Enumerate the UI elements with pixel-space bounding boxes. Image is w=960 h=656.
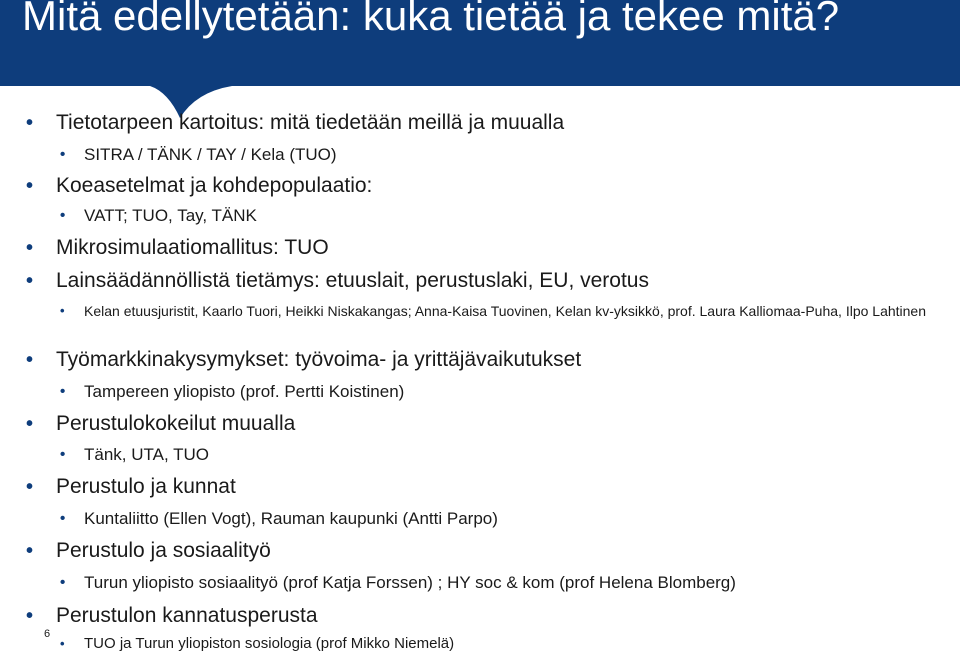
list-item bbox=[26, 411, 296, 437]
list-item bbox=[60, 381, 405, 403]
list-item bbox=[60, 205, 257, 227]
list-item-text: Tampereen yliopisto (prof. Pertti Koistinen) bbox=[84, 382, 405, 401]
list-item-text: Perustulo ja sosiaalityö bbox=[56, 539, 271, 562]
list-item-text: Tietotarpeen kartoitus: mitä tiedetään meillä ja muualla bbox=[56, 111, 565, 134]
list-item-text: Lainsäädännöllistä tietämys: etuuslait, perustuslaki, EU, verotus bbox=[56, 269, 649, 292]
list-item bbox=[60, 508, 498, 530]
list-item-text: SITRA / TÄNK / TAY / Kela (TUO) bbox=[84, 145, 337, 164]
list-item bbox=[60, 572, 736, 594]
bullet-icon: • bbox=[60, 303, 65, 318]
list-item-text: Perustulo ja kunnat bbox=[56, 475, 236, 498]
list-item bbox=[60, 301, 960, 321]
list-item-text: Kuntaliitto (Ellen Vogt), Rauman kaupunki (Antti Parpo) bbox=[84, 509, 498, 528]
bullet-icon: • bbox=[26, 413, 34, 435]
list-item-text: Kelan etuusjuristit, Kaarlo Tuori, Heikki Niskakangas; Anna-Kaisa Tuovinen, Kelan kv-yksikkö, prof. Laura Kalliomaa-Puha, Ilpo Lahtinen bbox=[84, 303, 927, 319]
list-item bbox=[60, 444, 210, 466]
list-item bbox=[26, 268, 649, 294]
bullet-icon: • bbox=[60, 383, 66, 400]
bullet-icon: • bbox=[60, 574, 66, 591]
list-item bbox=[60, 634, 455, 654]
list-item-text: TUO ja Turun yliopiston sosiologia (prof Mikko Niemelä) bbox=[84, 635, 455, 652]
list-item-text: Mikrosimulaatiomallitus: TUO bbox=[56, 236, 329, 259]
list-item-text: Perustulokokeilut muualla bbox=[56, 412, 296, 435]
bullet-icon: • bbox=[60, 446, 66, 463]
list-item-text: Perustulon kannatusperusta bbox=[56, 604, 318, 627]
list-item bbox=[26, 347, 582, 373]
list-item bbox=[26, 235, 329, 261]
list-item bbox=[26, 538, 271, 564]
bullet-icon: • bbox=[26, 175, 34, 197]
list-item-text: VATT; TUO, Tay, TÄNK bbox=[84, 206, 257, 225]
list-item bbox=[26, 110, 565, 136]
bullet-icon: • bbox=[26, 605, 34, 627]
bullet-icon: • bbox=[60, 207, 66, 224]
list-item bbox=[60, 144, 337, 166]
bullet-icon: • bbox=[26, 476, 34, 498]
list-item-text: Tänk, UTA, TUO bbox=[84, 445, 210, 464]
slide-title: Mitä edellytetään: kuka tietää ja tekee mitä? bbox=[22, 0, 840, 39]
list-item bbox=[26, 474, 236, 500]
list-item bbox=[26, 173, 373, 199]
list-item-text: Turun yliopisto sosiaalityö (prof Katja Forssen) ; HY soc & kom (prof Helena Blomberg) bbox=[84, 573, 736, 592]
page-number: 6 bbox=[44, 628, 51, 640]
list-item bbox=[26, 603, 318, 629]
bullet-icon: • bbox=[26, 349, 34, 371]
bullet-icon: • bbox=[26, 270, 34, 292]
bullet-icon: • bbox=[60, 146, 66, 163]
bullet-icon: • bbox=[26, 112, 34, 134]
list-item-text: Koeasetelmat ja kohdepopulaatio: bbox=[56, 174, 373, 197]
bullet-icon: • bbox=[26, 237, 34, 259]
list-item-text: Työmarkkinakysymykset: työvoima- ja yrittäjävaikutukset bbox=[56, 348, 582, 371]
bullet-icon: • bbox=[60, 636, 65, 651]
bullet-icon: • bbox=[60, 510, 66, 527]
bullet-icon: • bbox=[26, 540, 34, 562]
